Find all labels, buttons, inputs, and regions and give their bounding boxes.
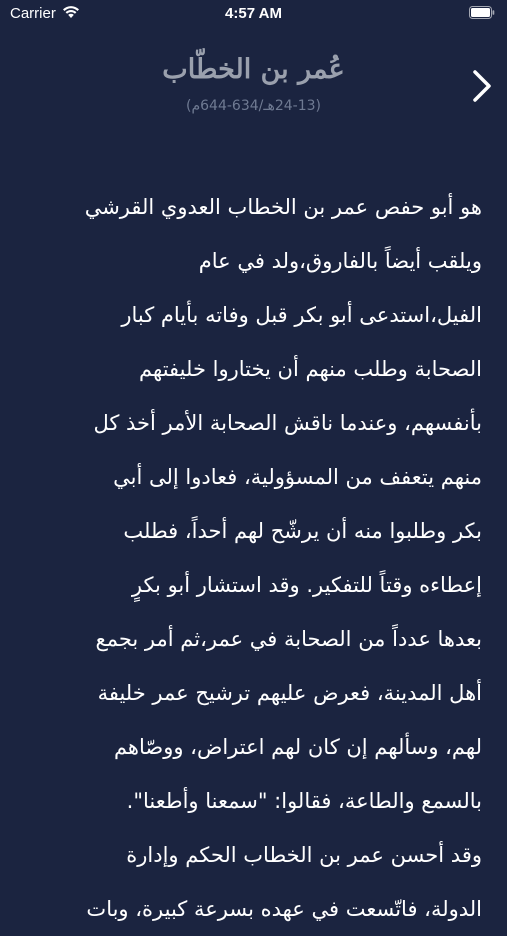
page-title: عُمر بن الخطّاب bbox=[162, 54, 345, 85]
next-button[interactable] bbox=[465, 66, 499, 106]
text-line: بالسمع والطاعة، فقالوا: "سمعنا وأطعنا". bbox=[126, 789, 482, 813]
text-line: منهم يتعفف من المسؤولية، فعادوا إلى أبي bbox=[113, 465, 482, 489]
text-line: بكر وطلبوا منه أن يرشّح لهم أحداً، فطلب bbox=[123, 519, 482, 543]
text-line: الدولة، فاتّسعت في عهده بسرعة كبيرة، وبات bbox=[86, 897, 482, 921]
header bbox=[0, 48, 507, 128]
text-line: بعدها عدداً من الصحابة في عمر،ثم أمر بجمع bbox=[95, 627, 482, 651]
text-line: لهم، وسألهم إن كان لهم اعتراض، ووصّاهم bbox=[113, 735, 482, 759]
text-line: بأنفسهم، وعندما ناقش الصحابة الأمر أخذ كل bbox=[93, 411, 482, 435]
carrier-label: Carrier bbox=[10, 5, 56, 22]
page-subtitle: (24-13هـ/634-644م) bbox=[185, 98, 322, 114]
clock-time: 4:57 AM bbox=[225, 5, 282, 22]
status-bar bbox=[0, 0, 507, 30]
text-line: الصحابة وطلب منهم أن يختاروا خليفتهم bbox=[139, 357, 482, 381]
text-line: وقد أحسن عمر بن الخطاب الحكم وإدارة bbox=[126, 843, 482, 867]
text-line: ويلقب أيضاً بالفاروق،ولد في عام bbox=[198, 249, 482, 273]
text-line: إعطاءه وقتاً للتفكير. وقد استشار أبو بكرٍ bbox=[131, 573, 482, 597]
battery-icon bbox=[469, 6, 495, 19]
chevron-right-icon bbox=[465, 91, 499, 110]
text-line: هو أبو حفص عمر بن الخطاب العدوي القرشي bbox=[84, 195, 482, 219]
text-line: الفيل،استدعى أبو بكر قبل وفاته بأيام كبار bbox=[121, 303, 482, 327]
text-line: أهل المدينة، فعرض عليهم ترشيح عمر خليفة bbox=[97, 681, 482, 705]
biography-text bbox=[22, 180, 482, 936]
